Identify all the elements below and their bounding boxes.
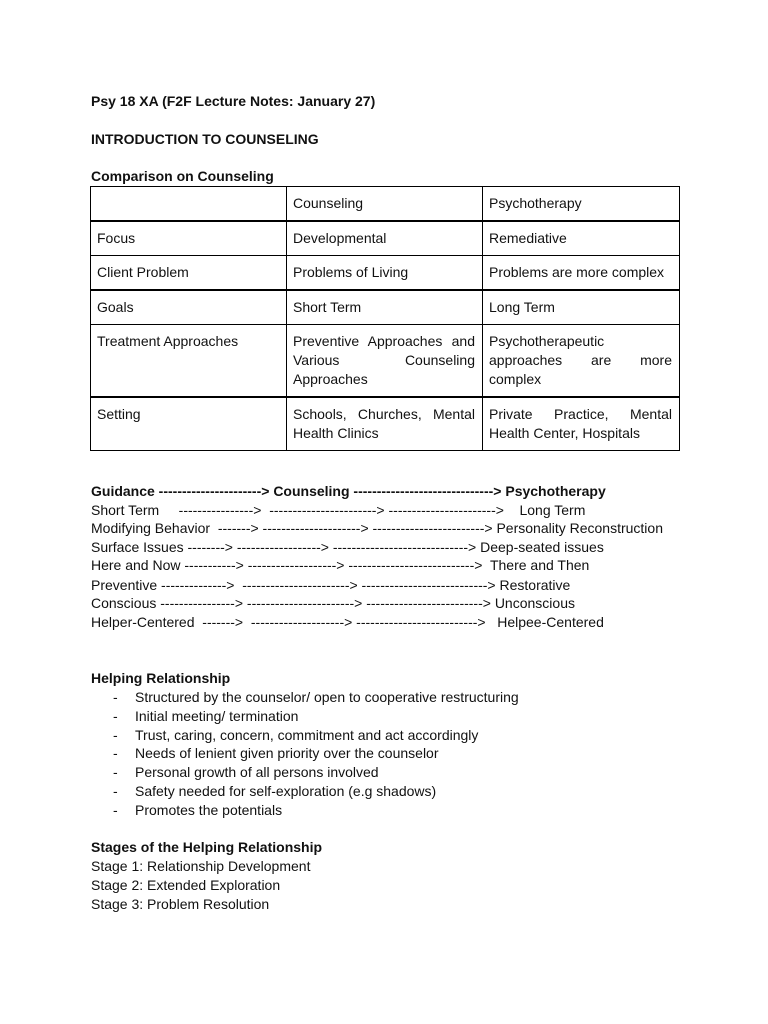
- header-cell-counseling: Counseling: [287, 187, 483, 222]
- stage-item: Stage 2: Extended Exploration: [91, 877, 281, 893]
- bullet-dash: -: [113, 801, 118, 818]
- list-item-text: Needs of lenient given priority over the counselor: [135, 745, 439, 762]
- stage-item: Stage 1: Relationship Development: [91, 858, 311, 874]
- list-item: [91, 726, 519, 745]
- continuum-line: Surface Issues --------> ------------------> -----------------------------> Deep-seated issues: [91, 538, 604, 555]
- header-cell-psychotherapy: Psychotherapy: [483, 187, 680, 222]
- bullet-dash: -: [113, 782, 118, 799]
- table-row-setting: [91, 397, 680, 451]
- counseling-cell: Problems of Living: [287, 256, 483, 291]
- list-item: [91, 688, 519, 707]
- continuum-line: Here and Now -----------> -------------------> ---------------------------> There and Then: [91, 557, 590, 573]
- row-label: Setting: [91, 397, 287, 451]
- list-item-text: Safety needed for self-exploration (e.g shadows): [135, 782, 437, 799]
- list-item-text: Initial meeting/ termination: [135, 707, 299, 724]
- table-row-focus: [91, 221, 680, 256]
- stages-heading: Stages of the Helping Relationship: [91, 839, 323, 855]
- list-item: [91, 707, 519, 726]
- counseling-cell: Preventive Approaches and Various Counseling Approaches: [287, 325, 483, 398]
- table-header-row: [91, 187, 680, 222]
- row-label: Goals: [91, 290, 287, 325]
- helping-list: [91, 688, 519, 820]
- section-heading: INTRODUCTION TO COUNSELING: [91, 131, 319, 147]
- list-item: [91, 782, 519, 801]
- psychotherapy-cell: Private Practice, Mental Health Center, Hospitals: [483, 397, 680, 451]
- header-cell-empty: [91, 187, 287, 222]
- continuum-line: Modifying Behavior -------> ---------------------> ------------------------> Personality Reconstruction: [91, 520, 663, 536]
- counseling-cell: Schools, Churches, Mental Health Clinics: [287, 397, 483, 451]
- psychotherapy-cell: Remediative: [483, 221, 680, 256]
- list-item-text: Promotes the potentials: [135, 801, 283, 818]
- list-item: [91, 763, 519, 782]
- helping-heading: Helping Relationship: [91, 670, 231, 686]
- continuum-header: Guidance ----------------------> Counseling ------------------------------> Psychotherapy: [91, 483, 606, 499]
- counseling-cell: Developmental: [287, 221, 483, 256]
- counseling-cell: Short Term: [287, 290, 483, 325]
- continuum-line: Helper-Centered -------> --------------------> --------------------------> Helpee-Centered: [91, 613, 604, 630]
- comparison-heading: Comparison on Counseling: [91, 168, 274, 184]
- continuum-line: Preventive --------------> -----------------------> ---------------------------> Restorative: [91, 576, 571, 593]
- stage-item: Stage 3: Problem Resolution: [91, 896, 270, 912]
- psychotherapy-cell: Psychotherapeutic approaches are more complex: [483, 325, 680, 398]
- bullet-dash: -: [113, 764, 118, 781]
- comparison-table: [90, 186, 680, 451]
- bullet-dash: -: [113, 745, 118, 762]
- list-item: [91, 801, 519, 820]
- bullet-dash: -: [113, 689, 118, 705]
- list-item-text: Personal growth of all persons involved: [135, 764, 379, 781]
- bullet-dash: -: [113, 707, 118, 724]
- list-item-text: Trust, caring, concern, commitment and act accordingly: [135, 726, 479, 743]
- continuum-line: Short Term ----------------> -----------------------> -----------------------> Long Term: [91, 501, 586, 518]
- row-label: Treatment Approaches: [91, 325, 287, 398]
- table-row-goals: [91, 290, 680, 325]
- psychotherapy-cell: Long Term: [483, 290, 680, 325]
- table-row-treatment-approaches: [91, 325, 680, 398]
- bullet-dash: -: [113, 726, 118, 743]
- row-label: Focus: [91, 221, 287, 256]
- table-row-client-problem: [91, 256, 680, 291]
- psychotherapy-cell: Problems are more complex: [483, 256, 680, 291]
- list-item: [91, 744, 519, 763]
- document-title: Psy 18 XA (F2F Lecture Notes: January 27): [91, 93, 376, 109]
- continuum-line: Conscious ----------------> -----------------------> -------------------------> Unconscious: [91, 595, 575, 611]
- list-item-text: Structured by the counselor/ open to cooperative restructuring: [135, 689, 519, 705]
- row-label: Client Problem: [91, 256, 287, 291]
